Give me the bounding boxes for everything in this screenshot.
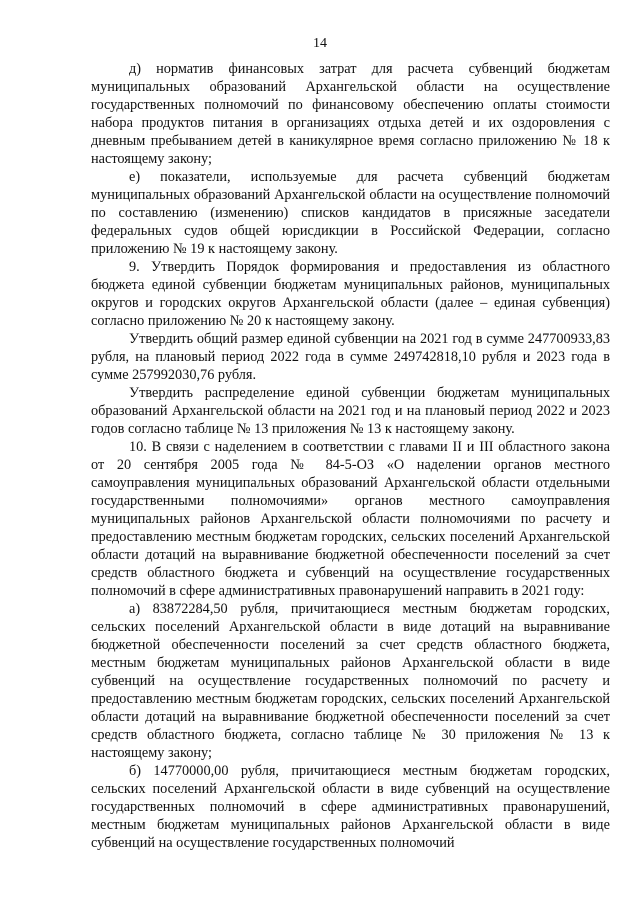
paragraph-unified-subvention-distribution: Утвердить распределение единой субвенции бюджетам муниципальных образований Архангельской области на 2021 год и на плановый период 2022 и 2023 годов согласно таблице № 13 приложения № 13 к настоящему закону.	[91, 385, 610, 437]
paragraph-b-administrative-offenses: б) 14770000,00 рубля, причитающиеся местным бюджетам городских, сельских поселений Архангельской области в виде субвенций на осуществление государственных полномочий в сфере административных правонарушений, местным бюджетам муниципальных районов Архангельской области в виде субвенций на осуществление государственных полномочий	[91, 763, 610, 851]
paragraph-d-norm-food-costs: д) норматив финансовых затрат для расчета субвенций бюджетам муниципальных образований Архангельской области на осуществление государственных полномочий по финансовому обеспечению оплаты стоимости набора продуктов питания в организациях отдыха детей и их оздоровления с дневным пребыванием детей в каникулярное время согласно приложению № 18 к настоящему закону;	[91, 61, 610, 167]
document-body	[91, 60, 610, 852]
page-number: 14	[313, 36, 327, 51]
paragraph-a-equalization-grants: а) 83872284,50 рубля, причитающиеся местным бюджетам городских, сельских поселений Архангельской области в виде дотаций на выравнивание бюджетной обеспеченности поселений за счет средств областного бюджета, местным бюджетам муниципальных районов Архангельской области в виде субвенций на осуществление государственных полномочий по расчету и предоставлению местным бюджетам городских, сельских поселений Архангельской области дотаций на выравнивание бюджетной обеспеченности поселений за счет средств областного бюджета, согласно таблице № 30 приложения № 13 к настоящему закону;	[91, 601, 610, 761]
paragraph-10-delegated-powers: 10. В связи с наделением в соответствии с главами II и III областного закона от 20 сентября 2005 года № 84-5-ОЗ «О наделении органов местного самоуправления муниципальных образований Архангельской области отдельными государственными полномочиями» органов местного самоуправления муниципальных районов Архангельской области полномочиями по расчету и предоставлению местным бюджетам городских, сельских поселений Архангельской области дотаций на выравнивание бюджетной обеспеченности поселений за счет средств областного бюджета и субвенций на осуществление государственных полномочий в сфере административных правонарушений направить в 2021 году:	[91, 439, 610, 599]
paragraph-9-unified-subvention-procedure: 9. Утвердить Порядок формирования и предоставления из областного бюджета единой субвенции бюджетам муниципальных районов, муниципальных округов и городских округов Архангельской области (далее – единая субвенция) согласно приложению № 20 к настоящему закону.	[91, 259, 610, 329]
paragraph-e-jurors-indicators: е) показатели, используемые для расчета субвенций бюджетам муниципальных образований Архангельской области на осуществление полномочий по составлению (изменению) списков кандидатов в присяжные заседатели федеральных судов общей юрисдикции в Российской Федерации, согласно приложению № 19 к настоящему закону.	[91, 169, 610, 257]
paragraph-unified-subvention-total: Утвердить общий размер единой субвенции на 2021 год в сумме 247700933,83 рубля, на плановый период 2022 года в сумме 249742818,10 рубля и 2023 года в сумме 257992030,76 рубля.	[91, 331, 610, 383]
